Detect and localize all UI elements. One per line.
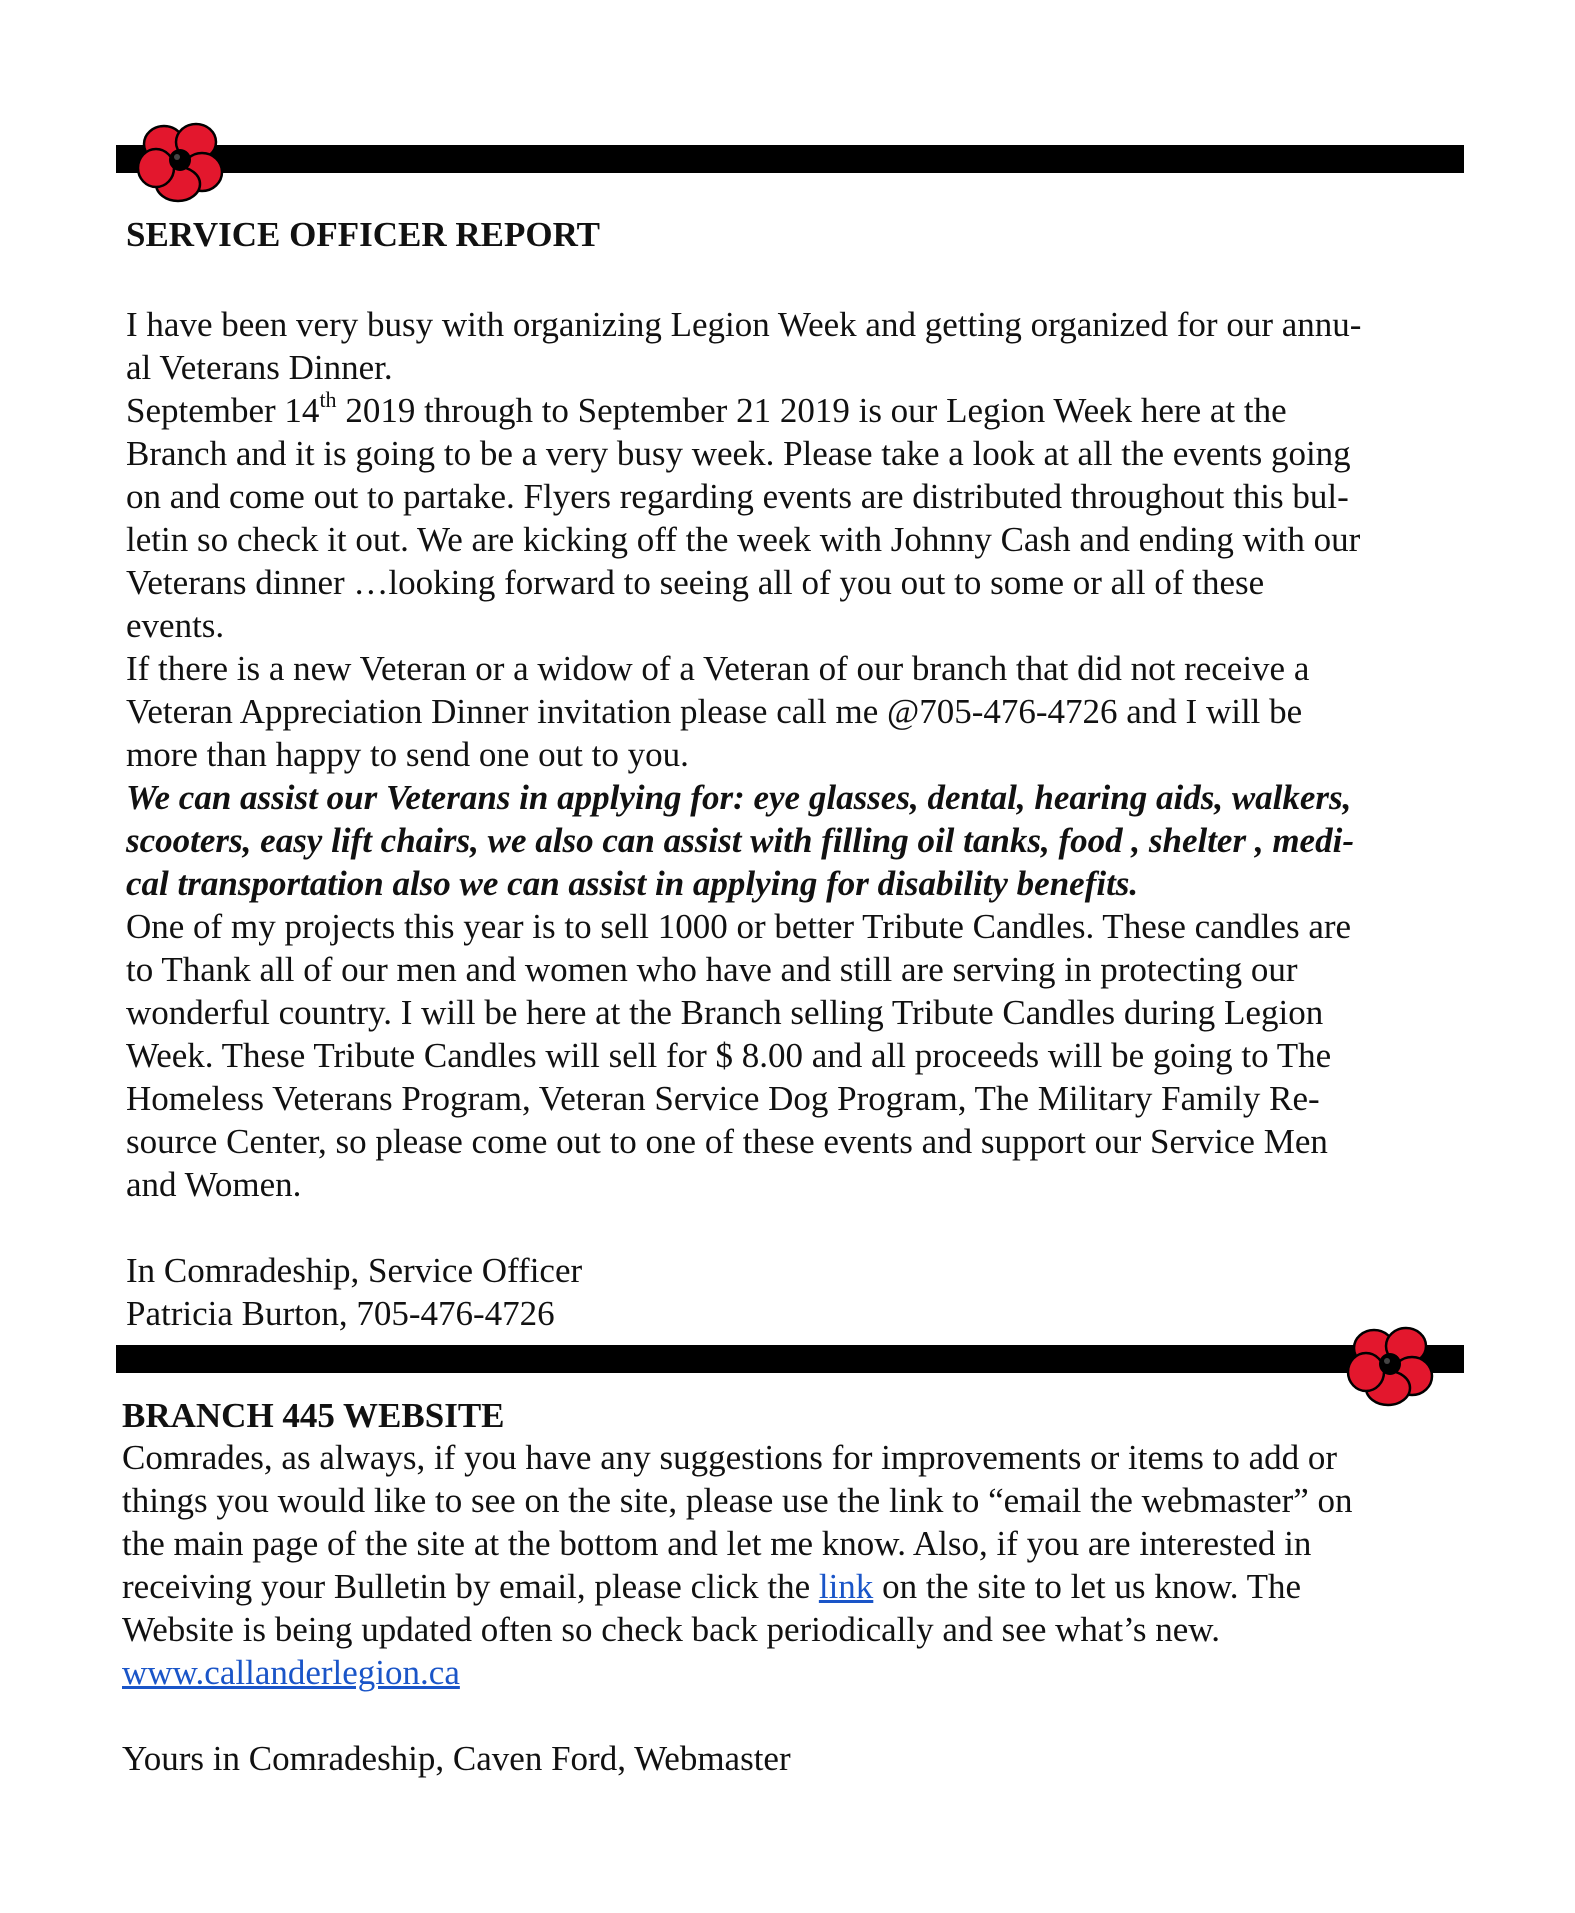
middle-divider-bar (116, 1345, 1464, 1373)
report-line: al Veterans Dinner. (126, 348, 393, 387)
report-line: One of my projects this year is to sell 1000 or better Tribute Candles. These candles are (126, 907, 1352, 946)
website-url-line (122, 1651, 460, 1694)
bulletin-email-link[interactable]: link (818, 1567, 874, 1606)
assistance-line: cal transportation also we can assist in applying for disability benefits. (126, 864, 1139, 903)
report-line: Homeless Veterans Program, Veteran Service Dog Program, The Military Family Re- (126, 1079, 1320, 1118)
report-line: source Center, so please come out to one of these events and support our Service Men (126, 1122, 1328, 1161)
signoff-line: In Comradeship, Service Officer (126, 1251, 583, 1290)
report-line: I have been very busy with organizing Legion Week and getting organized for our annu- (126, 305, 1362, 344)
website-line: Comrades, as always, if you have any suggestions for improvements or items to add or (122, 1438, 1338, 1477)
date-superscript: th (319, 387, 337, 413)
website-line: things you would like to see on the site, please use the link to “email the webmaster” on (122, 1481, 1353, 1520)
link-line-text-rest: on the site to let us know. The (873, 1567, 1302, 1606)
date-text-rest: 2019 through to September 21 2019 is our Legion Week here at the (336, 391, 1287, 430)
link-line-text: receiving your Bulletin by email, please click the (122, 1567, 819, 1606)
poppy-icon (132, 116, 228, 204)
service-officer-report-heading: SERVICE OFFICER REPORT (126, 215, 600, 254)
top-divider-bar (116, 145, 1464, 173)
poppy-icon (1342, 1320, 1438, 1408)
report-date-line (126, 389, 1287, 432)
website-line: the main page of the site at the bottom and let me know. Also, if you are interested in (122, 1524, 1312, 1563)
website-url-link[interactable]: www.callanderlegion.ca (122, 1653, 460, 1692)
report-line: wonderful country. I will be here at the Branch selling Tribute Candles during Legion (126, 993, 1324, 1032)
date-text: September 14 (126, 391, 320, 430)
report-line: and Women. (126, 1165, 302, 1204)
assistance-line: scooters, easy lift chairs, we also can assist with filling oil tanks, food , shelter , medi- (126, 821, 1354, 860)
report-line: letin so check it out. We are kicking off the week with Johnny Cash and ending with our (126, 520, 1361, 559)
website-link-line (122, 1565, 1301, 1608)
webmaster-signoff: Yours in Comradeship, Caven Ford, Webmaster (122, 1739, 791, 1778)
report-line: to Thank all of our men and women who have and still are serving in protecting our (126, 950, 1298, 989)
report-line: on and come out to partake. Flyers regarding events are distributed throughout this bul- (126, 477, 1349, 516)
report-line: events. (126, 606, 225, 645)
report-line: Veterans dinner …looking forward to seeing all of you out to some or all of these (126, 563, 1265, 602)
assistance-line: We can assist our Veterans in applying for: eye glasses, dental, hearing aids, walkers, (126, 778, 1352, 817)
signoff-line: Patricia Burton, 705-476-4726 (126, 1294, 555, 1333)
report-line: more than happy to send one out to you. (126, 735, 689, 774)
website-line: Website is being updated often so check back periodically and see what’s new. (122, 1610, 1221, 1649)
report-line: If there is a new Veteran or a widow of a Veteran of our branch that did not receive a (126, 649, 1310, 688)
report-line: Week. These Tribute Candles will sell for $ 8.00 and all proceeds will be going to The (126, 1036, 1332, 1075)
report-line: Veteran Appreciation Dinner invitation please call me @705-476-4726 and I will be (126, 692, 1303, 731)
branch-website-heading: BRANCH 445 WEBSITE (122, 1396, 505, 1435)
report-line: Branch and it is going to be a very busy week. Please take a look at all the events going (126, 434, 1351, 473)
